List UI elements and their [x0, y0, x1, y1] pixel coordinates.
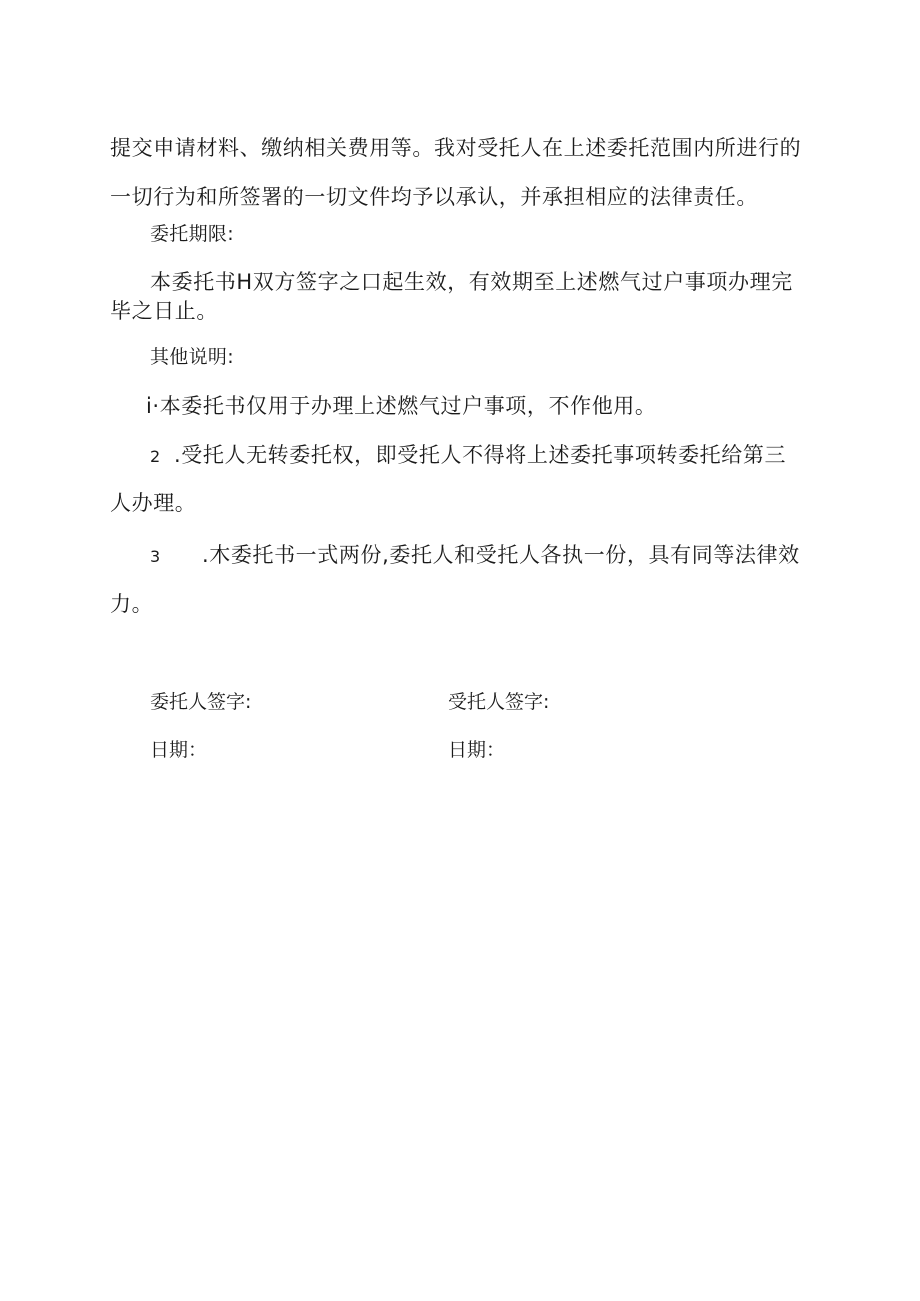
term-line-2: 毕之日止。 [110, 299, 218, 323]
paragraph-line-2: 一切行为和所签署的一切文件均予以承认，并承担相应的法律责任。 [110, 185, 758, 209]
item-2-number: 2 [150, 447, 161, 466]
principal-date-label: 日期： [150, 739, 208, 761]
item-3-text: .木委托书一式两份,委托人和受托人各执一份，具有同等法律效 [202, 543, 800, 567]
notes-heading: 其他说明: [150, 346, 234, 368]
term-heading: 委托期限: [150, 223, 234, 245]
notes-item-1: i·本委托书仅用于办理上述燃气过户事项，不作他用。 [146, 394, 657, 418]
notes-item-3-line-2: 力。 [110, 592, 154, 616]
notes-item-2-line-2: 人办理。 [110, 491, 197, 515]
agent-signature-label: 受托人签字: [448, 691, 550, 713]
notes-item-2 [150, 441, 786, 471]
principal-signature-label: 委托人签字: [150, 691, 252, 713]
agent-date-label: 日期： [448, 739, 506, 761]
item-2-text: .受托人无转委托权，即受托人不得将上述委托事项转委托给第三 [174, 443, 787, 467]
notes-item-3 [150, 541, 800, 571]
paragraph-line-1: 提交申请材料、缴纳相关费用等。我对受托人在上述委托范围内所进行的 [110, 136, 802, 160]
term-line-1: 本委托书H双方签字之口起生效，有效期至上述燃气过户事项办理完 [150, 270, 793, 294]
item-3-number: 3 [150, 547, 161, 566]
